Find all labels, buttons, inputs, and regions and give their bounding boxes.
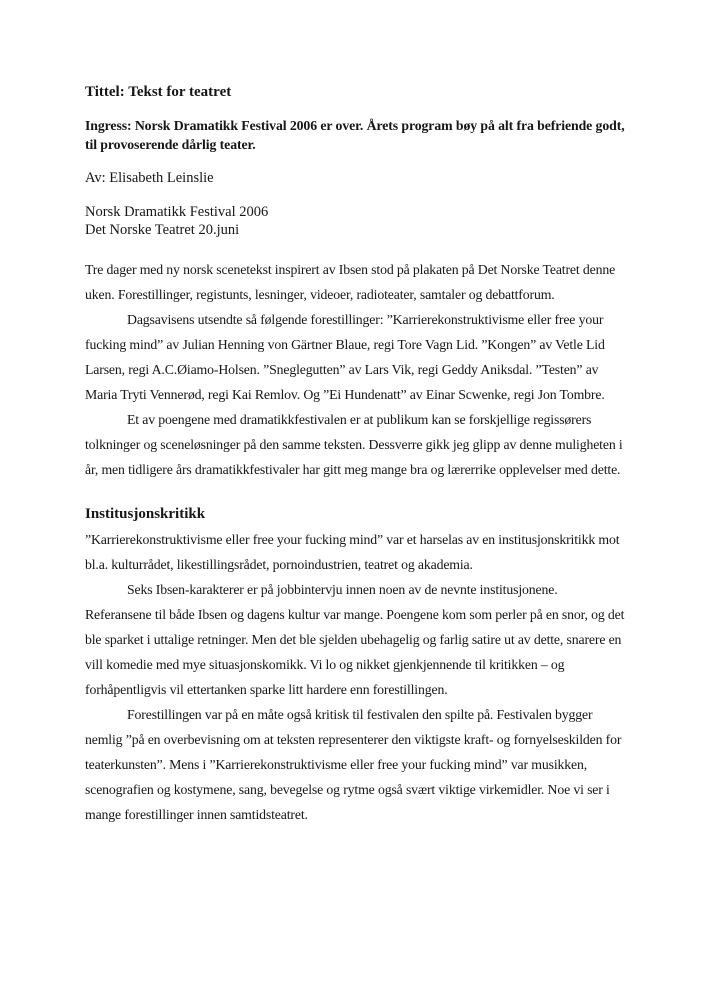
paragraph-ibsen-karakterer: Seks Ibsen-karakterer er på jobbintervju innen noen av de nevnte institusjonene. Referansene til både Ibsen og dagens kultur var mange. Poengene kom som perler på en snor, og det ble sparket i uttalige retninger. Men det ble sjelden ubehagelig og farlig satire ut av dette, snarere en vill komedie med mye situasjonskomikk. Vi lo og nikket gjenkjennende til kritikken – og forhåpentligvis vil ettertanken sparke litt hardere enn forestillingen. bbox=[85, 582, 625, 697]
section-heading-institusjonskritikk: Institusjonskritikk bbox=[85, 506, 206, 522]
paragraph-lead: Tre dager med ny norsk scenetekst inspirert av Ibsen stod på plakaten på Det Norske Teatret denne uken. Forestillinger, registunts, lesninger, videoer, radioteater, samtaler og debattforum. bbox=[85, 262, 616, 302]
event-venue-date: Det Norske Teatret 20.juni bbox=[85, 222, 240, 238]
article-section-intro bbox=[85, 257, 627, 482]
event-info-block bbox=[85, 203, 627, 239]
paragraph-performances: Dagsavisens utsendte så følgende forestillinger: ”Karrierekonstruktivisme eller free your fucking mind” av Julian Henning von Gärtner Blaue, regi Tore Vagn Lid. ”Kongen” av Vetle Lid Larsen, regi A.C.Øiamo-Holsen. ”Sneglegutten” av Lars Vik, regi Geddy Aniksdal. ”Testen” av Maria Tryti Vennerød, regi Kai Remlov. Og ”Ei Hundenatt” av Einar Scwenke, regi Jon Tombre. bbox=[85, 312, 605, 402]
document-ingress: Ingress: Norsk Dramatikk Festival 2006 er over. Årets program bøy på alt fra befriende godt, til provoserende dårlig teater. bbox=[85, 118, 625, 152]
paragraph-festival-point: Et av poengene med dramatikkfestivalen er at publikum kan se forskjellige regissørers tolkninger og sceneløsninger på den samme teksten. Dessverre gikk jeg glipp av denne muligheten i år, men tidligere års dramatikkfestivaler har gitt meg mange bra og lærerrike opplevelser med dette. bbox=[85, 412, 623, 477]
paragraph-harselas: ”Karrierekonstruktivisme eller free your fucking mind” var et harselas av en institusjonskritikk mot bl.a. kulturrådet, likestillingsrådet, pornoindustrien, teatret og akademia. bbox=[85, 532, 620, 572]
article-section-institusjonskritikk bbox=[85, 527, 627, 827]
document-byline: Av: Elisabeth Leinslie bbox=[85, 170, 214, 186]
event-festival-name: Norsk Dramatikk Festival 2006 bbox=[85, 204, 269, 220]
paragraph-festival-kritikk: Forestillingen var på en måte også kritisk til festivalen den spilte på. Festivalen bygger nemlig ”på en overbevisning om at teksten representerer den viktigste kraft- og fornyelseskilden for teaterkunsten”. Mens i ”Karrierekonstruktivisme eller free your fucking mind” var musikken, scenografien og kostymene, sang, bevegelse og rytme også svært viktige virkemidler. Noe vi ser i mange forestillinger innen samtidsteatret. bbox=[85, 707, 622, 822]
document-title: Tittel: Tekst for teatret bbox=[85, 84, 232, 100]
